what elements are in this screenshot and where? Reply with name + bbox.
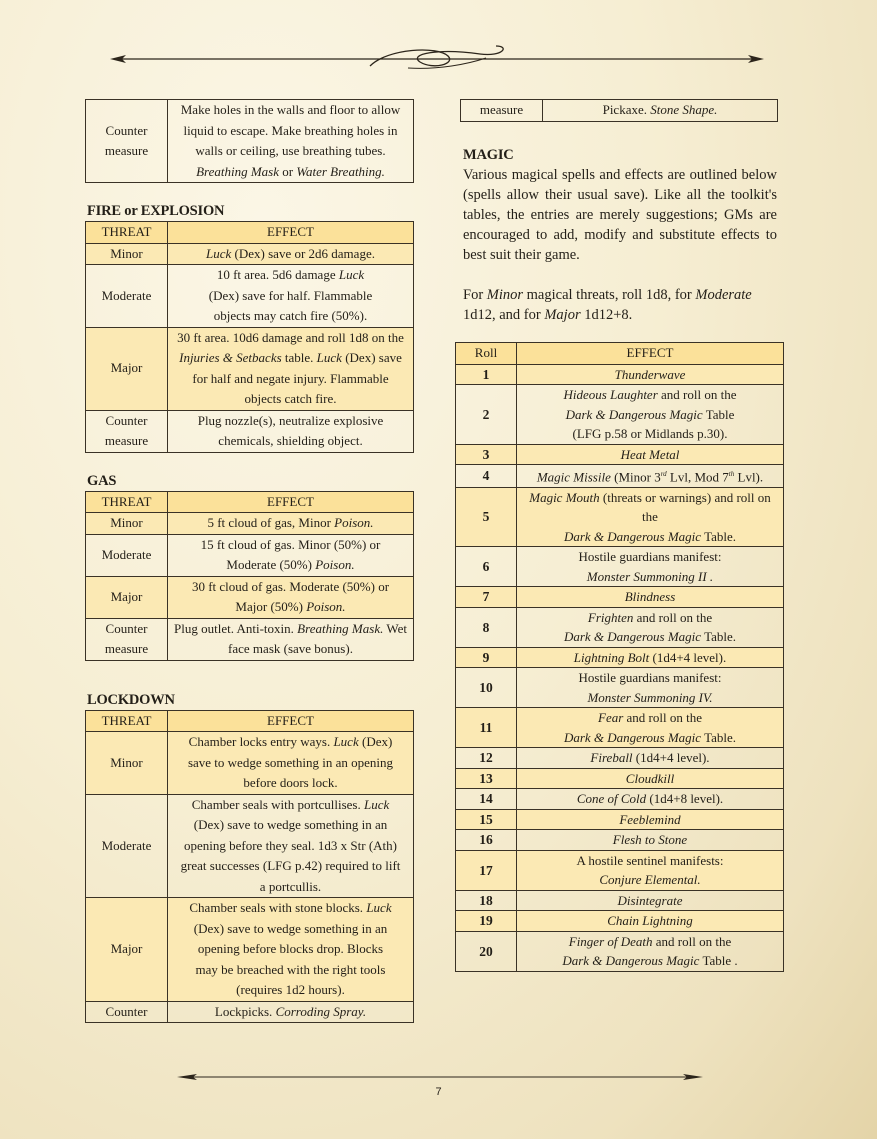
roll-header: Roll — [456, 343, 517, 365]
page-number: 7 — [435, 1086, 442, 1098]
roll-number: 8 — [456, 607, 517, 647]
fire-table — [85, 221, 414, 453]
roll-number: 7 — [456, 587, 517, 608]
effect-cell: Chamber locks entry ways. Luck (Dex) save to wedge something in an opening before doors lock. — [168, 732, 414, 795]
roll-number: 2 — [456, 385, 517, 445]
roll-number: 15 — [456, 809, 517, 830]
left-column — [85, 99, 414, 1023]
roll-number: 20 — [456, 931, 517, 971]
table-row — [456, 748, 784, 769]
effect-cell: Lockpicks. Corroding Spray. — [168, 1001, 414, 1023]
measure-label: measure — [461, 100, 543, 122]
magic-section — [463, 146, 777, 325]
effect-cell: Plug outlet. Anti-toxin. Breathing Mask. Wet face mask (save bonus). — [168, 618, 414, 660]
roll-number: 3 — [456, 444, 517, 465]
table-row — [456, 830, 784, 851]
roll-number: 16 — [456, 830, 517, 851]
roll-number: 5 — [456, 487, 517, 547]
table-row — [456, 931, 784, 971]
table-row — [456, 789, 784, 810]
effect-cell: Lightning Bolt (1d4+4 level). — [517, 647, 784, 668]
table-row — [456, 768, 784, 789]
effect-cell: Flesh to Stone — [517, 830, 784, 851]
effect-cell: Cloudkill — [517, 768, 784, 789]
threat-header: THREAT — [86, 710, 168, 732]
threat-header: THREAT — [86, 491, 168, 513]
fire-heading: FIRE or EXPLOSION — [87, 203, 225, 219]
effect-cell: Frighten and roll on the Dark & Dangerous Magic Table. — [517, 607, 784, 647]
counter-label: Counter measure — [86, 100, 168, 183]
magic-rows — [456, 364, 784, 971]
effect-cell: 30 ft area. 10d6 damage and roll 1d8 on the Injuries & Setbacks table. Luck (Dex) save for half and negate injury. Flammable objects catch fire. — [168, 327, 414, 410]
gas-heading: GAS — [87, 472, 117, 489]
effect-cell: Chamber seals with stone blocks. Luck (Dex) save to wedge something in an opening before blocks drop. Blocks may be breached with the right tools (requires 1d2 hours). — [168, 898, 414, 1002]
right-column — [460, 99, 778, 122]
effect-cell: Fireball (1d4+4 level). — [517, 748, 784, 769]
table-row — [456, 668, 784, 708]
table-row — [456, 607, 784, 647]
roll-number: 6 — [456, 547, 517, 587]
roll-number: 13 — [456, 768, 517, 789]
effect-cell: Feeblemind — [517, 809, 784, 830]
effect-header: EFFECT — [517, 343, 784, 365]
table-row — [456, 465, 784, 488]
counter-table-right — [460, 99, 778, 122]
effect-cell: 10 ft area. 5d6 damage Luck (Dex) save for half. Flammable objects may catch fire (50%). — [168, 265, 414, 328]
effect-cell: 15 ft cloud of gas. Minor (50%) or Moderate (50%) Poison. — [168, 534, 414, 576]
lockdown-heading: LOCKDOWN — [87, 691, 175, 708]
table-row — [456, 364, 784, 385]
threat-label: Major — [86, 327, 168, 410]
threat-header: THREAT — [86, 222, 168, 244]
roll-number: 17 — [456, 850, 517, 890]
effect-header: EFFECT — [168, 710, 414, 732]
effect-cell: A hostile sentinel manifests: Conjure Elemental. — [517, 850, 784, 890]
threat-label: Major — [86, 576, 168, 618]
bottom-ornament-icon — [175, 1069, 705, 1085]
table-row — [456, 444, 784, 465]
table-row — [456, 647, 784, 668]
threat-label: Minor — [86, 513, 168, 535]
effect-cell: Luck (Dex) save or 2d6 damage. — [168, 243, 414, 265]
effect-cell: Hideous Laughter and roll on the Dark & Dangerous Magic Table (LFG p.58 or Midlands p.30). — [517, 385, 784, 445]
effect-cell: Chamber seals with portcullises. Luck (Dex) save to wedge something in an opening before they seal. 1d3 x Str (Ath) great successes (LFG p.42) required to lift a portcullis. — [168, 794, 414, 898]
roll-number: 9 — [456, 647, 517, 668]
magic-roll-note: For Minor magical threats, roll 1d8, for Moderate 1d12, and for Major 1d12+8. — [463, 287, 752, 323]
threat-label: Major — [86, 898, 168, 1002]
table-row — [456, 911, 784, 932]
effect-cell: 5 ft cloud of gas, Minor Poison. — [168, 513, 414, 535]
effect-cell: 30 ft cloud of gas. Moderate (50%) or Major (50%) Poison. — [168, 576, 414, 618]
threat-label: Minor — [86, 243, 168, 265]
effect-cell: Blindness — [517, 587, 784, 608]
roll-number: 12 — [456, 748, 517, 769]
threat-label: Moderate — [86, 265, 168, 328]
threat-label: Moderate — [86, 534, 168, 576]
magic-intro: Various magical spells and effects are outlined below (spells allow their usual save). Like all the toolkit's tables, the entries are merely suggestions; GMs are encouraged to add, modify and substitute effects to best suit their game. — [463, 167, 777, 263]
table-row — [456, 890, 784, 911]
roll-number: 11 — [456, 708, 517, 748]
effect-cell: Hostile guardians manifest: Monster Summoning II . — [517, 547, 784, 587]
gas-table — [85, 491, 414, 661]
effect-cell: Thunderwave — [517, 364, 784, 385]
roll-number: 14 — [456, 789, 517, 810]
threat-label: Counter measure — [86, 618, 168, 660]
lockdown-table — [85, 710, 414, 1024]
effect-header: EFFECT — [168, 222, 414, 244]
effect-cell: Chain Lightning — [517, 911, 784, 932]
measure-text: Pickaxe. Stone Shape. — [543, 100, 778, 122]
effect-cell: Magic Mouth (threats or warnings) and roll on the Dark & Dangerous Magic Table. — [517, 487, 784, 547]
table-row — [456, 385, 784, 445]
table-row — [456, 487, 784, 547]
effect-cell: Disintegrate — [517, 890, 784, 911]
table-row — [456, 708, 784, 748]
roll-number: 1 — [456, 364, 517, 385]
counter-text: Make holes in the walls and floor to allow liquid to escape. Make breathing holes in walls or ceiling, use breathing tubes. Breathing Mask or Water Breathing. — [168, 100, 414, 183]
table-row — [456, 809, 784, 830]
effect-cell: Cone of Cold (1d4+8 level). — [517, 789, 784, 810]
table-row — [456, 587, 784, 608]
threat-label: Counter measure — [86, 410, 168, 452]
top-ornament-icon — [108, 44, 766, 74]
threat-label: Minor — [86, 732, 168, 795]
effect-cell: Heat Metal — [517, 444, 784, 465]
table-row — [456, 547, 784, 587]
threat-label: Counter — [86, 1001, 168, 1023]
effect-cell: Hostile guardians manifest: Monster Summoning IV. — [517, 668, 784, 708]
roll-number: 19 — [456, 911, 517, 932]
roll-number: 18 — [456, 890, 517, 911]
effect-cell: Fear and roll on the Dark & Dangerous Magic Table. — [517, 708, 784, 748]
counter-table-top — [85, 99, 414, 183]
magic-table — [455, 342, 784, 972]
threat-label: Moderate — [86, 794, 168, 898]
roll-number: 10 — [456, 668, 517, 708]
magic-heading: MAGIC — [463, 147, 514, 163]
magic-table-wrap — [455, 342, 784, 972]
effect-cell: Finger of Death and roll on the Dark & Dangerous Magic Table . — [517, 931, 784, 971]
table-row — [456, 850, 784, 890]
effect-cell: Plug nozzle(s), neutralize explosive chemicals, shielding object. — [168, 410, 414, 452]
effect-header: EFFECT — [168, 491, 414, 513]
effect-cell: Magic Missile (Minor 3rd Lvl, Mod 7th Lvl). — [517, 465, 784, 488]
roll-number: 4 — [456, 465, 517, 488]
